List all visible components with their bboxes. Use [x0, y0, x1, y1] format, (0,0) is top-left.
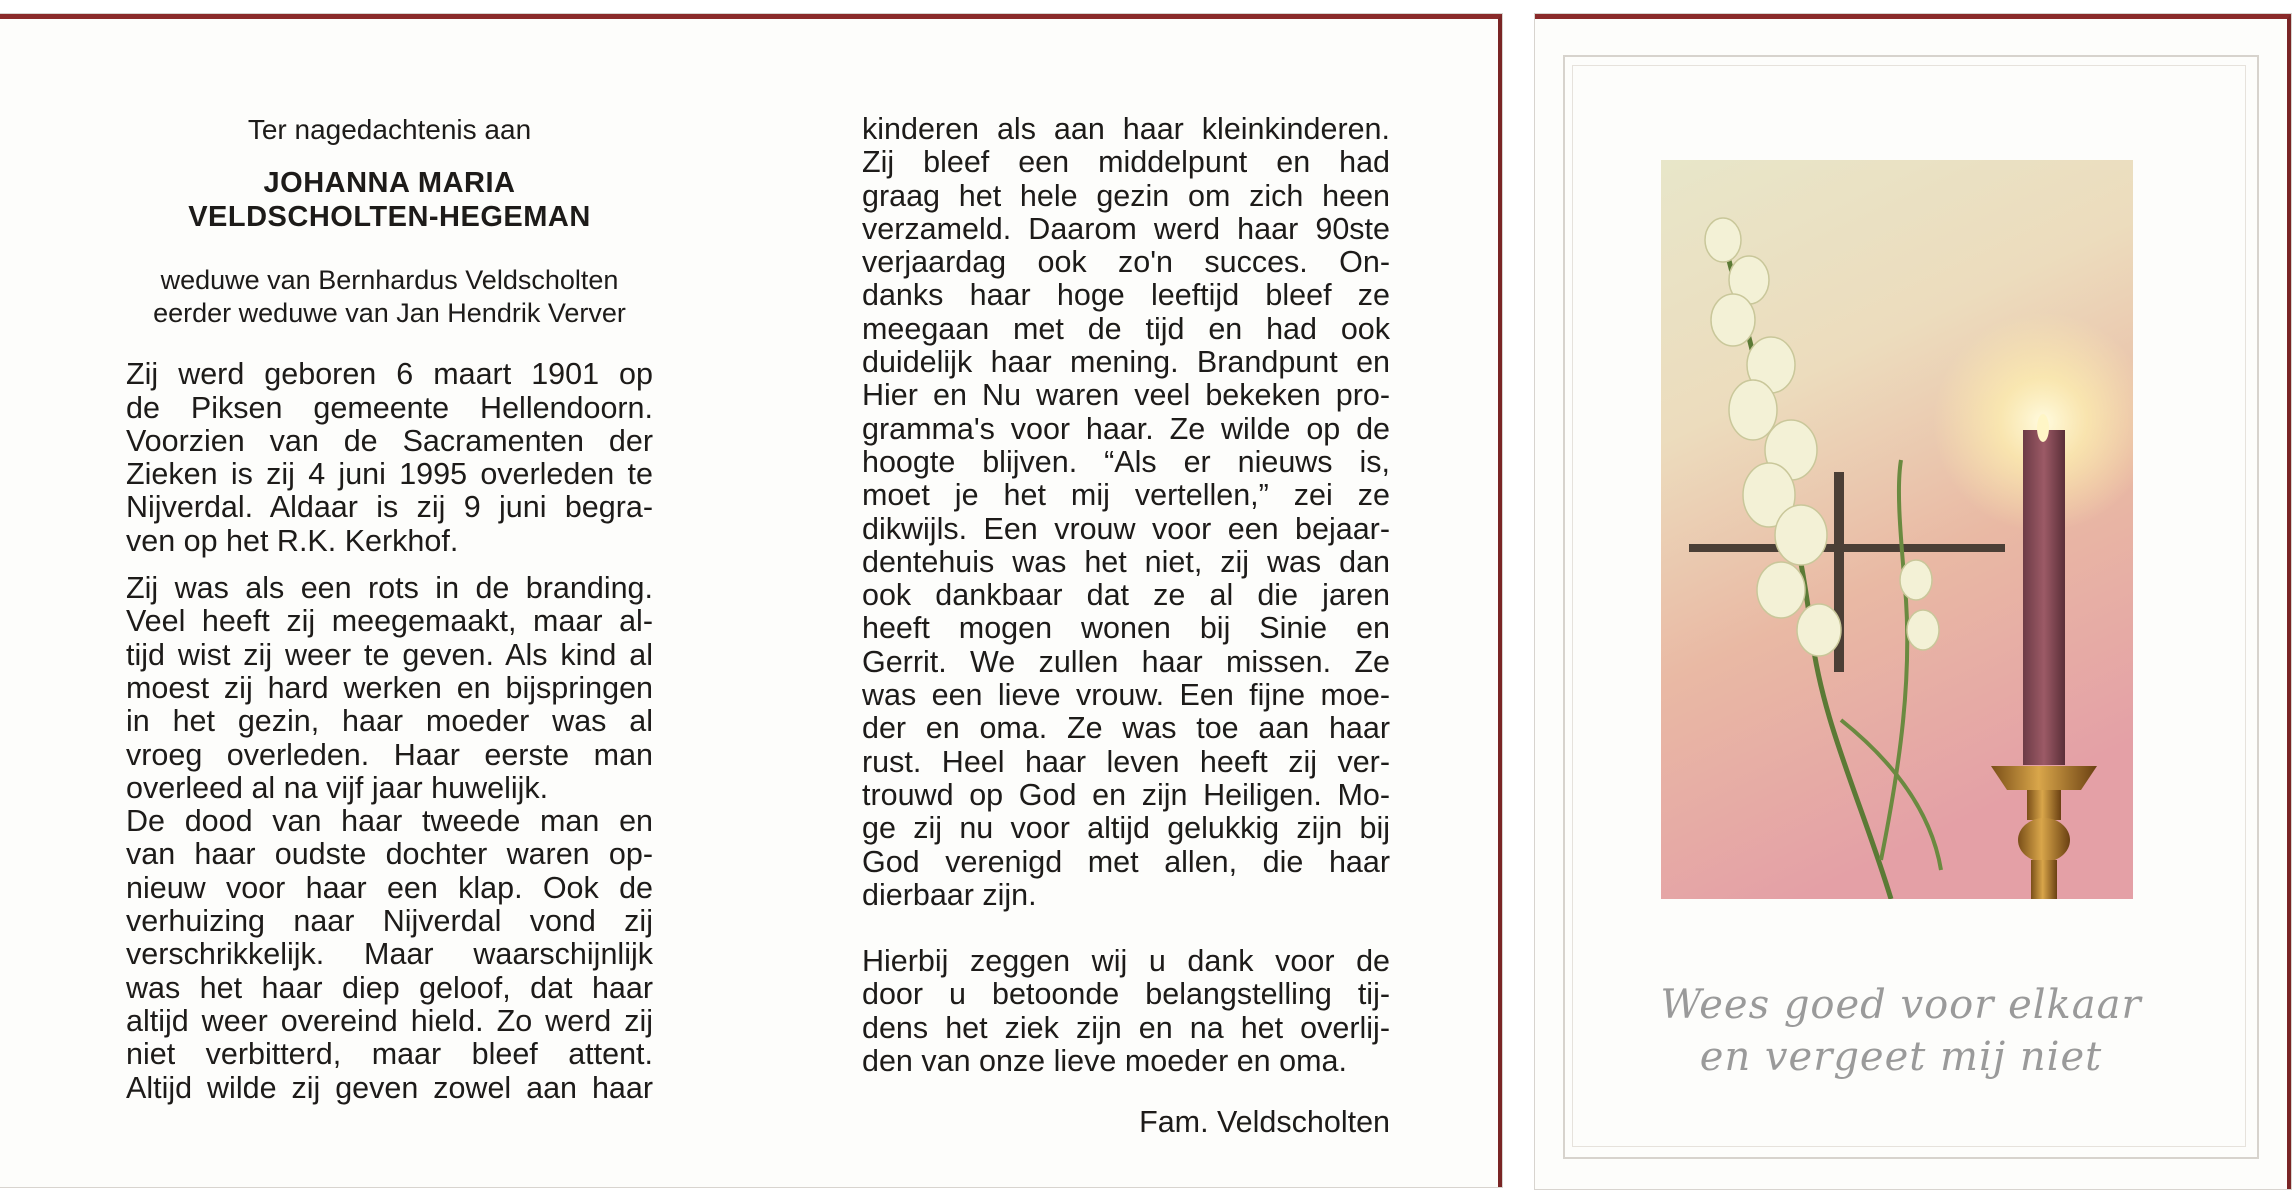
text-line: ge zij nu voor altijd gelukkig zijn bij [862, 811, 1390, 846]
story-paragraph [126, 572, 653, 805]
text-line: Zij werd geboren 6 maart 1901 op [126, 357, 653, 392]
birth-paragraph [126, 358, 653, 558]
text-line: was een lieve vrouw. Een fijne moe- [862, 678, 1390, 713]
text-line: verschrikkelijk. Maar waarschijnlijk [126, 937, 653, 972]
widow-info [126, 264, 653, 330]
continuation-paragraph [862, 113, 1390, 912]
text-line: gramma's voor haar. Ze wilde op de [862, 411, 1390, 446]
widow-line-1: weduwe van Bernhardus Veldscholten [160, 265, 619, 296]
text-line: trouwd op God en zijn Heiligen. Mo- [862, 777, 1390, 812]
text-line: moest zij hard werken en bijspringen [126, 670, 653, 705]
text-line: Voorzien van de Sacramenten der [126, 423, 653, 458]
text-line: moet je het mij vertellen,” zei ze [862, 478, 1390, 513]
text-line: Hierbij zeggen wij u dank voor de [862, 944, 1390, 979]
text-line: danks haar hoge leeftijd bleef ze [862, 278, 1390, 313]
text-line: Zij was als een rots in de branding. [126, 571, 653, 606]
text-line: heeft mogen wonen bij Sinie en [862, 611, 1390, 646]
candle-holder-top [1991, 766, 2097, 790]
text-line: Hier en Nu waren veel bekeken pro- [862, 378, 1390, 413]
name-line-2: VELDSCHOLTEN-HEGEMAN [188, 201, 591, 234]
text-line: Gerrit. We zullen haar missen. Ze [862, 644, 1390, 679]
text-line: door u betoonde belangstelling tij- [862, 977, 1390, 1012]
text-line: Zij bleef een middelpunt en had [862, 145, 1390, 180]
cross-horizontal [1689, 544, 2005, 552]
text-line: kinderen als aan haar kleinkinderen. [862, 112, 1390, 146]
text-line: dens het ziek zijn en na het overlij- [862, 1010, 1390, 1045]
text-line: God verenigd met allen, die haar [862, 844, 1390, 879]
text-line: verjaardag ook zo'n succes. On- [862, 245, 1390, 280]
text-line: verhuizing naar Nijverdal vond zij [126, 904, 653, 939]
text-line: graag het hele gezin om zich heen [862, 178, 1390, 213]
text-line: ook dankbaar dat ze al die jaren [862, 578, 1390, 613]
text-line: verzameld. Daarom werd haar 90ste [862, 211, 1390, 246]
text-line: dentehuis was het niet, zij was dan [862, 544, 1390, 579]
candle [2023, 430, 2065, 765]
text-line: in het gezin, haar moeder was al [126, 704, 653, 739]
name-line-1: JOHANNA MARIA [263, 167, 516, 200]
left-text-column [126, 109, 653, 1105]
text-line: duidelijk haar mening. Brandpunt en [862, 345, 1390, 380]
memorial-card-text-page [0, 14, 1502, 1187]
text-line: rust. Heel haar leven heeft zij ver- [862, 744, 1390, 779]
text-line: Zieken is zij 4 juni 1995 overleden te [126, 457, 653, 492]
candle-flame [2037, 414, 2049, 442]
text-line: meegaan met de tijd en had ook [862, 311, 1390, 346]
text-line: hoogte blijven. “Als er nieuws is, [862, 444, 1390, 479]
text-line: de Piksen gemeente Hellendoorn. [126, 390, 653, 425]
thanks-paragraph [862, 945, 1390, 1078]
verse-line-1: Wees goed voor elkaar [1660, 982, 2142, 1028]
text-line: dikwijls. Een vrouw voor een bejaar- [862, 511, 1390, 546]
text-line: Nijverdal. Aldaar is zij 9 juni begra- [126, 490, 653, 525]
family-signature: Fam. Veldscholten [1139, 1105, 1390, 1140]
text-line: De dood van haar tweede man en [126, 804, 653, 839]
text-line: Veel heeft zij meegemaakt, maar al- [126, 604, 653, 639]
text-line: altijd weer overeind hield. Zo werd zij [126, 1003, 653, 1038]
candle-and-cross-photo [1661, 160, 2133, 899]
text-line: was het haar diep geloof, dat haar [126, 970, 653, 1005]
text-line: niet verbitterd, maar bleef attent. [126, 1037, 653, 1072]
text-line: ven op het R.K. Kerkhof. [126, 523, 459, 558]
text-line: nieuw voor haar een klap. Ook de [126, 870, 653, 905]
intro-line: Ter nagedachtenis aan [247, 114, 532, 145]
deceased-name [126, 166, 653, 234]
text-line: overleed al na vijf jaar huwelijk. [126, 770, 549, 805]
text-line: der en oma. Ze was toe aan haar [862, 711, 1390, 746]
memorial-card-cover [1535, 14, 2291, 1189]
right-text-column [862, 113, 1390, 1140]
widow-line-2: eerder weduwe van Jan Hendrik Verver [153, 298, 626, 329]
text-line: van haar oudste dochter waren op- [126, 837, 653, 872]
text-line: den van onze lieve moeder en oma. [862, 1044, 1347, 1079]
text-line: vroeg overleden. Haar eerste man [126, 737, 653, 772]
text-line: Altijd wilde zij geven zowel aan haar [126, 1070, 653, 1105]
text-line: tijd wist zij weer te geven. Als kind al [126, 637, 653, 672]
loss-paragraph [126, 805, 653, 1105]
text-line: dierbaar zijn. [862, 877, 1037, 912]
cover-verse [1625, 979, 2177, 1083]
verse-line-2: en vergeet mij niet [1699, 1034, 2103, 1080]
